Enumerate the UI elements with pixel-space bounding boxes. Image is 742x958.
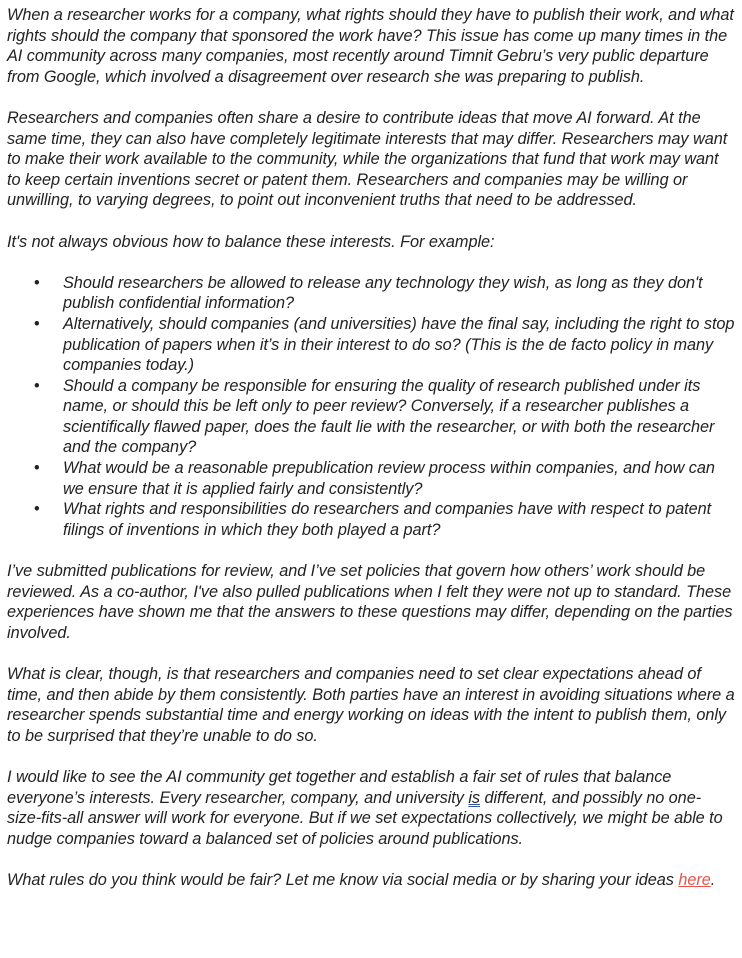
paragraph-gap xyxy=(7,252,735,273)
paragraph-gap xyxy=(7,211,735,232)
list-item-text: Should a company be responsible for ensuring the quality of research published under its name, or should this be left only to peer review? Conversely, if a researcher publishes a scientifically flawed paper, does the fault lie with the researcher, or with both the researcher and the company? xyxy=(63,376,715,457)
list-item-text: What would be a reasonable prepublication review process within companies, and how can we ensure that it is applied fairly and consistently? xyxy=(63,459,715,498)
list-item-text: Alternatively, should companies (and universities) have the final say, including the right to stop publication of papers when it’s in their interest to do so? (This is the de facto policy in many companies today.) xyxy=(63,314,735,375)
paragraph-gap xyxy=(7,849,735,870)
list-item-text: What rights and responsibilities do researchers and companies have with respect to patent filings of inventions in which they both played a part? xyxy=(63,500,712,539)
paragraph-community xyxy=(7,767,735,849)
share-ideas-link[interactable]: here xyxy=(678,870,711,889)
list-item xyxy=(7,499,735,540)
paragraph-call-to-action xyxy=(7,870,735,891)
list-item-text: Should researchers be allowed to release any technology they wish, as long as they don't publish confidential information? xyxy=(63,273,703,313)
paragraph-gap xyxy=(7,746,735,767)
paragraph-interests: Researchers and companies often share a desire to contribute ideas that move AI forward. At the same time, they can also have completely legitimate interests that may differ. Researchers may want to make their work available to the community, while the organizations that fund that work may want to keep certain inventions secret or patent them. Researchers and companies may be willing or unwilling, to varying degrees, to point out inconvenient truths that need to be addressed. xyxy=(7,108,728,210)
paragraph-intro: When a researcher works for a company, what rights should they have to publish their work, and what rights should the company that sponsored the work have? This issue has come up many times in the AI community across many companies, most recently around Timnit Gebru’s very public departure from Google, which involved a disagreement over research she was preparing to publish. xyxy=(7,6,734,86)
paragraph-gap xyxy=(7,540,735,561)
bullet-icon: • xyxy=(34,459,40,478)
paragraph-text: What rules do you think would be fair? Let me know via social media or by sharing your ideas xyxy=(7,870,679,889)
bullet-icon: • xyxy=(34,314,40,333)
list-item xyxy=(7,376,735,458)
spellcheck-marked-word: is xyxy=(468,788,481,807)
list-item xyxy=(7,458,735,499)
list-item xyxy=(7,314,735,376)
paragraph-gap xyxy=(7,87,735,108)
paragraph-text: I would like to see the AI community get together and establish a fair set of rules that balance everyone’s interests. Every researcher, company, and university xyxy=(7,767,672,807)
paragraph-text: . xyxy=(710,870,716,889)
paragraph-gap xyxy=(7,643,735,664)
bullet-icon: • xyxy=(34,273,40,292)
question-list xyxy=(7,273,735,541)
paragraph-expectations: What is clear, though, is that researchers and companies need to set clear expectations ahead of time, and then abide by them consistently. Both parties have an interest in avoiding situations where a researcher spends substantial time and energy working on ideas with the intent to publish them, only to be surprised that they’re unable to do so. xyxy=(7,665,735,745)
paragraph-experience: I’ve submitted publications for review, and I’ve set policies that govern how others’ work should be reviewed. As a co-author, I've also pulled publications when I felt they were not up to standard. These experiences have shown me that the answers to these questions may differ, depending on the parties involved. xyxy=(7,562,733,642)
bullet-icon: • xyxy=(34,376,40,395)
list-item xyxy=(7,273,735,314)
paragraph-text: different, and possibly no one-size-fits-all answer will work for everyone. But if we set expectations collectively, we might be able to nudge companies toward a balanced set of policies around publications. xyxy=(7,788,723,848)
paragraph-balance: It's not always obvious how to balance these interests. For example: xyxy=(7,232,495,251)
bullet-icon: • xyxy=(34,500,40,519)
